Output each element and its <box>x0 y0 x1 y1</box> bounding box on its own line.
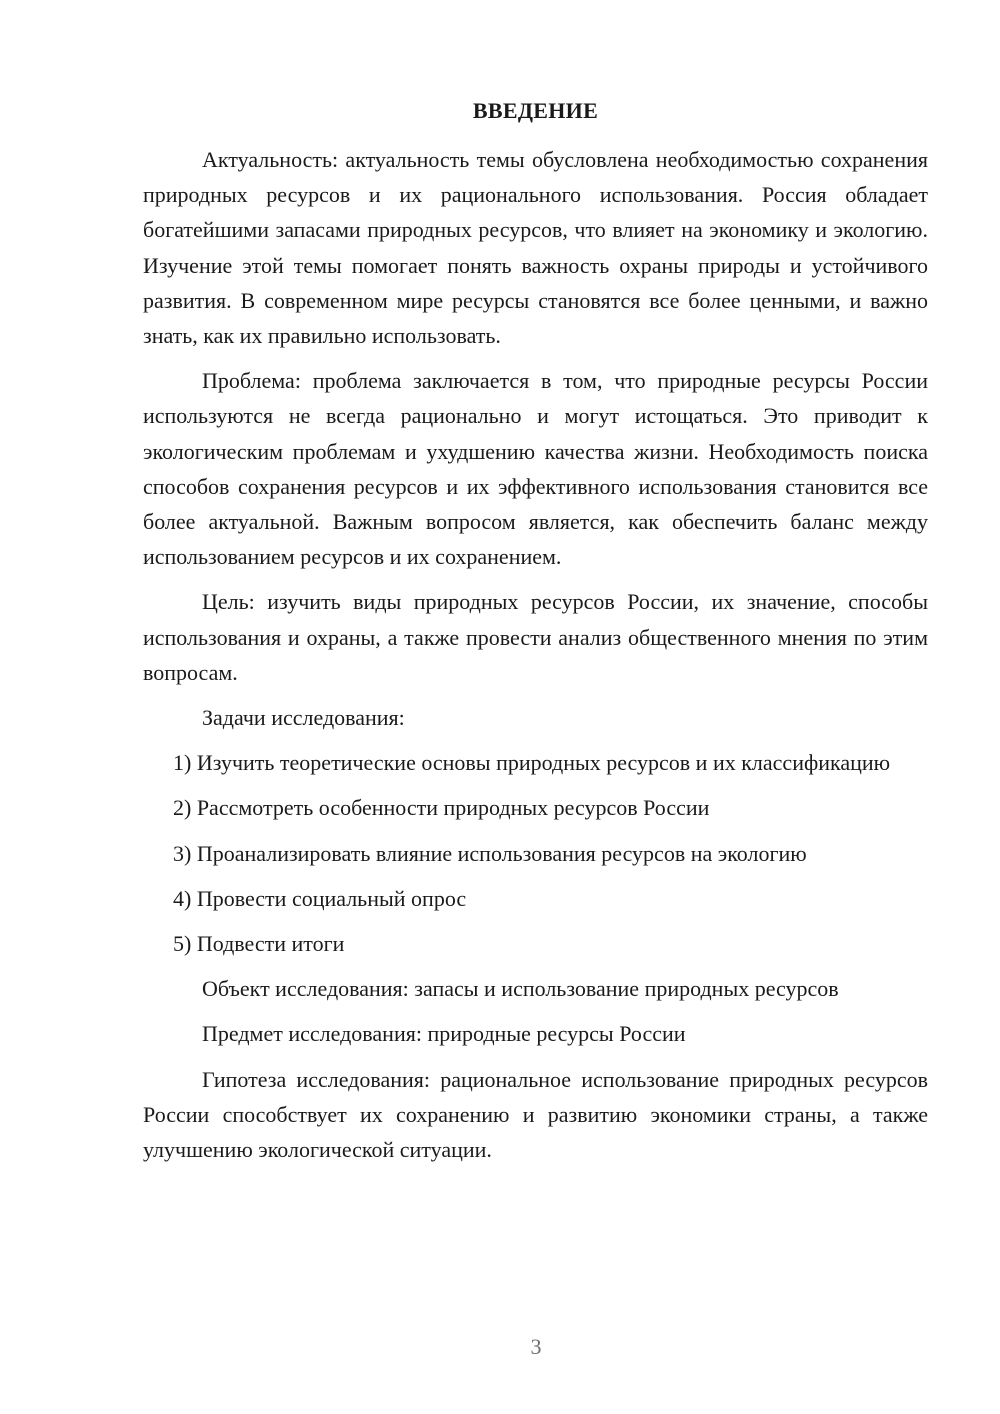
task-item-1: 1) Изучить теоретические основы природных ресурсов и их классификацию <box>173 750 891 776</box>
page-number: 3 <box>530 1334 542 1359</box>
page-title: ВВЕДЕНИЕ <box>472 98 599 123</box>
task-item-3: 3) Проанализировать влияние использования ресурсов на экологию <box>173 840 807 866</box>
task-item-4: 4) Провести социальный опрос <box>173 885 467 911</box>
goal-paragraph: Цель: изучить виды природных ресурсов России, их значение, способы использования и охраны, а также провести анализ общественного мнения по этим вопросам. <box>143 589 928 685</box>
task-item-2: 2) Рассмотреть особенности природных ресурсов России <box>173 795 710 821</box>
relevance-paragraph: Актуальность: актуальность темы обусловлена необходимостью сохранения природных ресурсов и их рационального использования. Россия обладает богатейшими запасами природных ресурсов, что влияет на экономику и экологию. Изучение этой темы помогает понять важность охраны природы и устойчивого развития. В современном мире ресурсы становятся все более ценными, и важно знать, как их правильно использовать. <box>143 147 928 349</box>
problem-paragraph: Проблема: проблема заключается в том, что природные ресурсы России используются не всегда рационально и могут истощаться. Это приводит к экологическим проблемам и ухудшению качества жизни. Необходимость поиска способов сохранения ресурсов и их эффективного использования становится все более актуальной. Важным вопросом является, как обеспечить баланс между использованием ресурсов и их сохранением. <box>143 368 928 570</box>
hypothesis-paragraph: Гипотеза исследования: рациональное использование природных ресурсов России способствует их сохранению и развитию экономики страны, а также улучшению экологической ситуации. <box>143 1066 928 1163</box>
research-object: Объект исследования: запасы и использование природных ресурсов <box>202 976 839 1002</box>
research-subject: Предмет исследования: природные ресурсы России <box>202 1021 686 1047</box>
tasks-title: Задачи исследования: <box>202 705 405 731</box>
task-item-5: 5) Подвести итоги <box>173 931 345 957</box>
document-page <box>143 96 928 1177</box>
